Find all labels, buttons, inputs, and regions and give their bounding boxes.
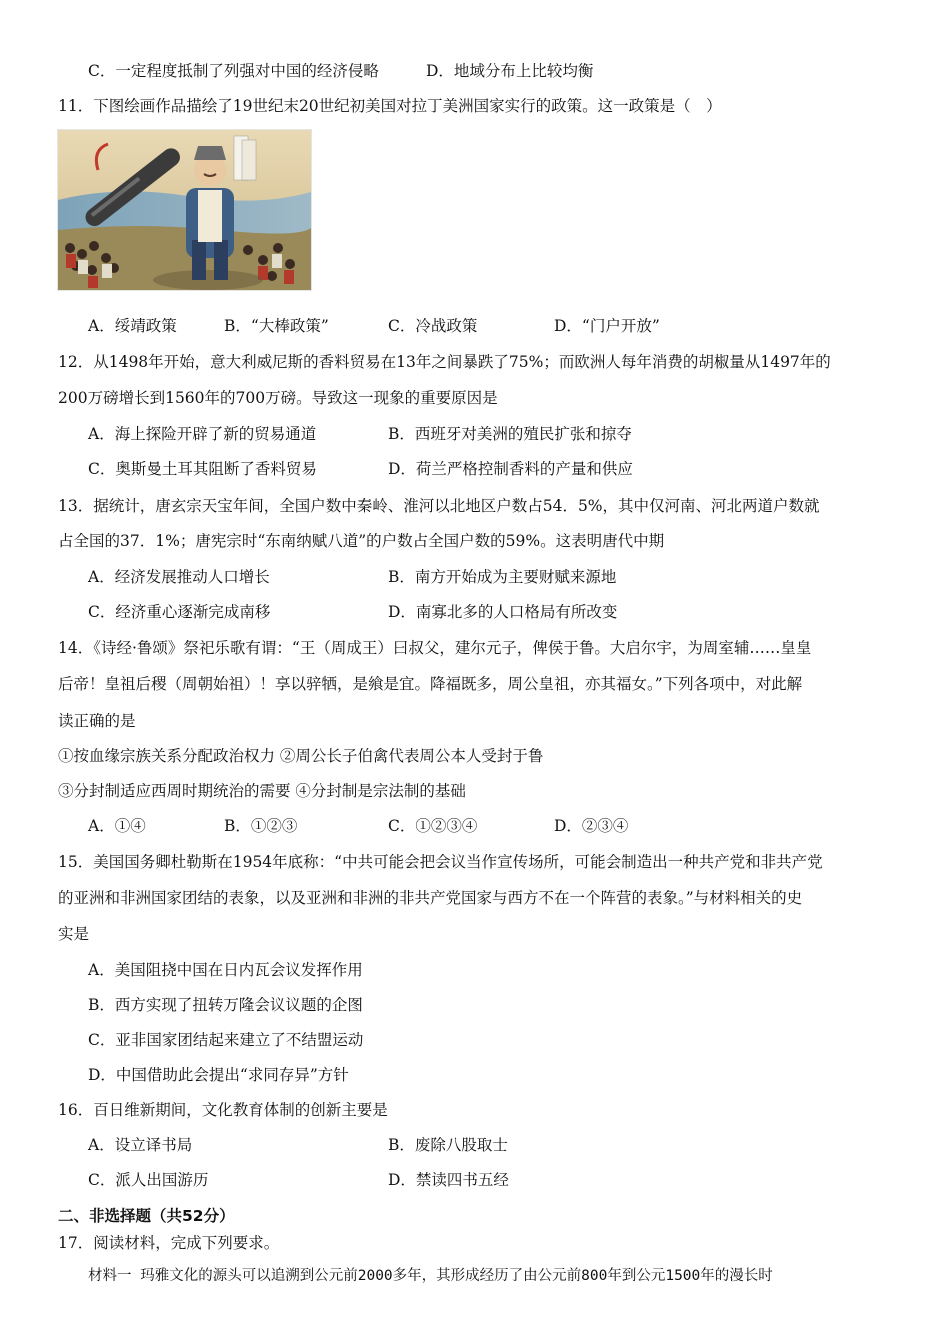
q12-stem-line1: 12．从1498年开始，意大利威尼斯的香料贸易在13年之间暴跌了75%；而欧洲人每年消费的胡椒量从1497年的 [58, 353, 831, 371]
q15-stem-line2: 的亚洲和非洲国家团结的表象，以及亚洲和非洲的非共产党国家与西方不在一个阵营的表象。”与材料相关的史 [58, 889, 803, 907]
big-stick-cartoon-illustration [58, 130, 311, 290]
q15-option-b: B．西方实现了扭转万隆会议议题的企图 [88, 996, 363, 1014]
q14-option-c: C．①②③④ [388, 817, 478, 835]
q14-stem-line3: 读正确的是 [58, 712, 136, 730]
q11-stem: 11．下图绘画作品描绘了19世纪末20世纪初美国对拉丁美洲国家实行的政策。这一政策是（ ） [58, 97, 722, 115]
q15-option-a: A．美国阻挠中国在日内瓦会议发挥作用 [88, 961, 363, 979]
q14-stem-line1: 14．《诗经·鲁颂》祭祀乐歌有谓：“王（周成王）曰叔父，建尔元子，俾侯于鲁。大启尔宇，为周室辅……皇皇 [58, 639, 812, 657]
q15-stem-line3: 实是 [58, 925, 90, 943]
q14-items-line1: ①按血缘宗族关系分配政治权力 ②周公长子伯禽代表周公本人受封于鲁 [58, 747, 544, 765]
q16-option-d: D．禁读四书五经 [388, 1171, 509, 1189]
q12-option-c: C．奥斯曼土耳其阻断了香料贸易 [88, 460, 317, 478]
q13-stem-line1: 13．据统计，唐玄宗天宝年间，全国户数中秦岭、淮河以北地区户数占54．5%，其中仅河南、河北两道户数就 [58, 497, 820, 515]
q16-option-a: A．设立译书局 [88, 1136, 193, 1154]
q14-option-b: B．①②③ [224, 817, 298, 835]
q15-stem-line1: 15．美国国务卿杜勒斯在1954年底称：“中共可能会把会议当作宣传场所，可能会制造出一种共产党和非共产党 [58, 853, 823, 871]
q13-stem-line2: 占全国的37．1%；唐宪宗时“东南纳赋八道”的户数占全国户数的59%。这表明唐代中期 [58, 532, 665, 550]
q12-stem-line2: 200万磅增长到1560年的700万磅。导致这一现象的重要原因是 [58, 389, 498, 407]
q13-option-b: B．南方开始成为主要财赋来源地 [388, 568, 617, 586]
q12-option-d: D．荷兰严格控制香料的产量和供应 [388, 460, 633, 478]
q14-stem-line2: 后帝！皇祖后稷（周朝始祖）！享以骍牺，是飨是宜。降福既多，周公皇祖，亦其福女。”下列各项中，对此解 [58, 675, 803, 693]
q13-option-a: A．经济发展推动人口增长 [88, 568, 270, 586]
q11-cartoon-image [57, 129, 312, 291]
q17-stem: 17．阅读材料，完成下列要求。 [58, 1234, 280, 1252]
q11-option-c: C．冷战政策 [388, 317, 478, 335]
q11-option-b: B．“大棒政策” [224, 317, 329, 335]
q17-material-line1: 材料一 玛雅文化的源头可以追溯到公元前2000多年，其形成经历了由公元前800年到公元1500年的漫长时 [88, 1268, 773, 1284]
q13-option-d: D．南寡北多的人口格局有所改变 [388, 603, 618, 621]
q10-option-c: C．一定程度抵制了列强对中国的经济侵略 [88, 62, 379, 80]
q14-items-line2: ③分封制适应西周时期统治的需要 ④分封制是宗法制的基础 [58, 782, 466, 800]
q16-stem: 16．百日维新期间，文化教育体制的创新主要是 [58, 1101, 388, 1119]
q15-option-d: D．中国借助此会提出“求同存异”方针 [88, 1066, 349, 1084]
q10-option-d: D．地域分布上比较均衡 [426, 62, 594, 80]
q12-option-a: A．海上探险开辟了新的贸易通道 [88, 425, 317, 443]
section-heading: 二、非选择题（共52分） [58, 1207, 235, 1225]
q11-option-a: A．绥靖政策 [88, 317, 177, 335]
q13-option-c: C．经济重心逐渐完成南移 [88, 603, 271, 621]
q15-option-c: C．亚非国家团结起来建立了不结盟运动 [88, 1031, 364, 1049]
q12-option-b: B．西班牙对美洲的殖民扩张和掠夺 [388, 425, 632, 443]
q14-option-d: D．②③④ [554, 817, 629, 835]
q16-option-c: C．派人出国游历 [88, 1171, 209, 1189]
q16-option-b: B．废除八股取士 [388, 1136, 508, 1154]
q11-option-d: D．“门户开放” [554, 317, 660, 335]
q14-option-a: A．①④ [88, 817, 146, 835]
